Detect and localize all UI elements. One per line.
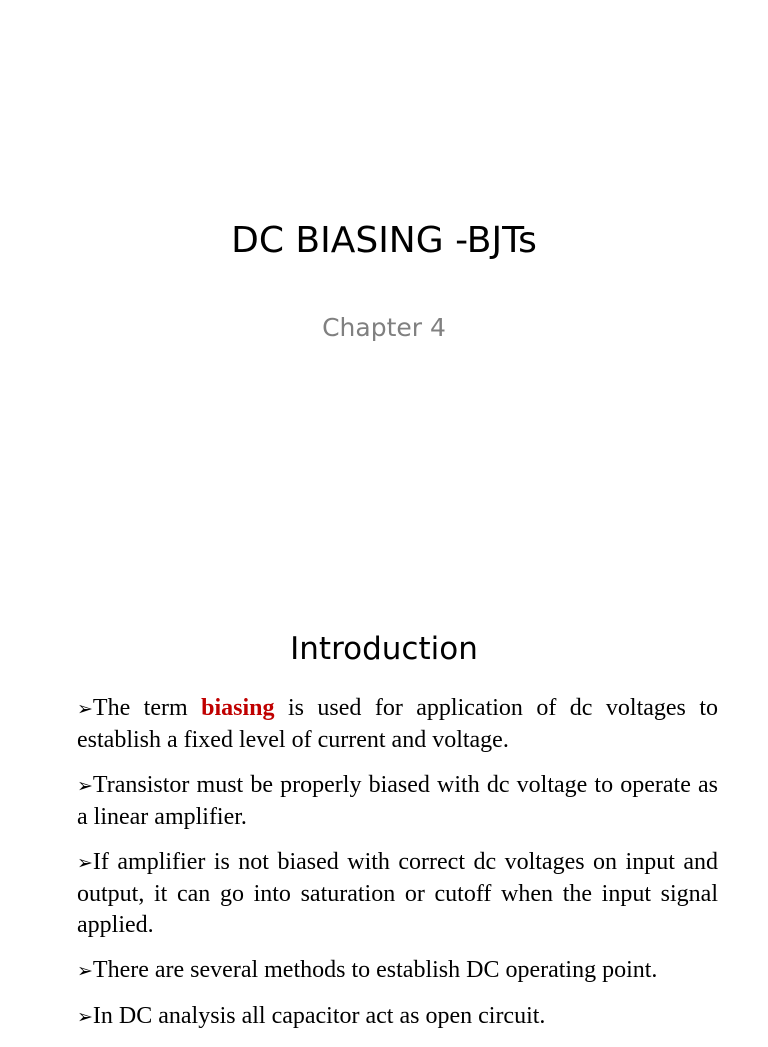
arrow-bullet-icon: ➢ (77, 852, 93, 874)
slide-subtitle: Chapter 4 (322, 313, 446, 342)
bullet-text: If amplifier is not biased with correct dc voltages on input and output, it can go into saturation or cutoff when the input signal applied. (77, 849, 718, 938)
bullet-item-amplifier (77, 847, 718, 941)
arrow-bullet-icon: ➢ (77, 698, 93, 720)
arrow-bullet-icon: ➢ (77, 775, 93, 797)
bullet-item-capacitor (77, 1001, 718, 1033)
intro-heading: Introduction (290, 631, 478, 667)
bullet-keyword-biasing: biasing (201, 695, 275, 721)
bullet-text-prefix: The term (92, 695, 202, 721)
bullet-item-transistor (77, 770, 718, 833)
bullet-item-biasing (77, 693, 718, 756)
slide-title: DC BIASING -BJTs (231, 220, 537, 261)
bullet-list (77, 693, 718, 1047)
bullet-text: Transistor must be properly biased with dc voltage to operate as a linear amplifier. (77, 772, 718, 830)
bullet-text: In DC analysis all capacitor act as open circuit. (92, 1003, 546, 1029)
bullet-item-methods (77, 955, 718, 987)
bullet-text-suffix: is used for application of dc voltages to establish a fixed level of current and voltage. (77, 695, 719, 753)
arrow-bullet-icon: ➢ (77, 1006, 93, 1028)
introduction-slide (0, 576, 768, 1029)
bullet-text: There are several methods to establish DC operating point. (92, 957, 658, 983)
arrow-bullet-icon: ➢ (77, 960, 93, 982)
